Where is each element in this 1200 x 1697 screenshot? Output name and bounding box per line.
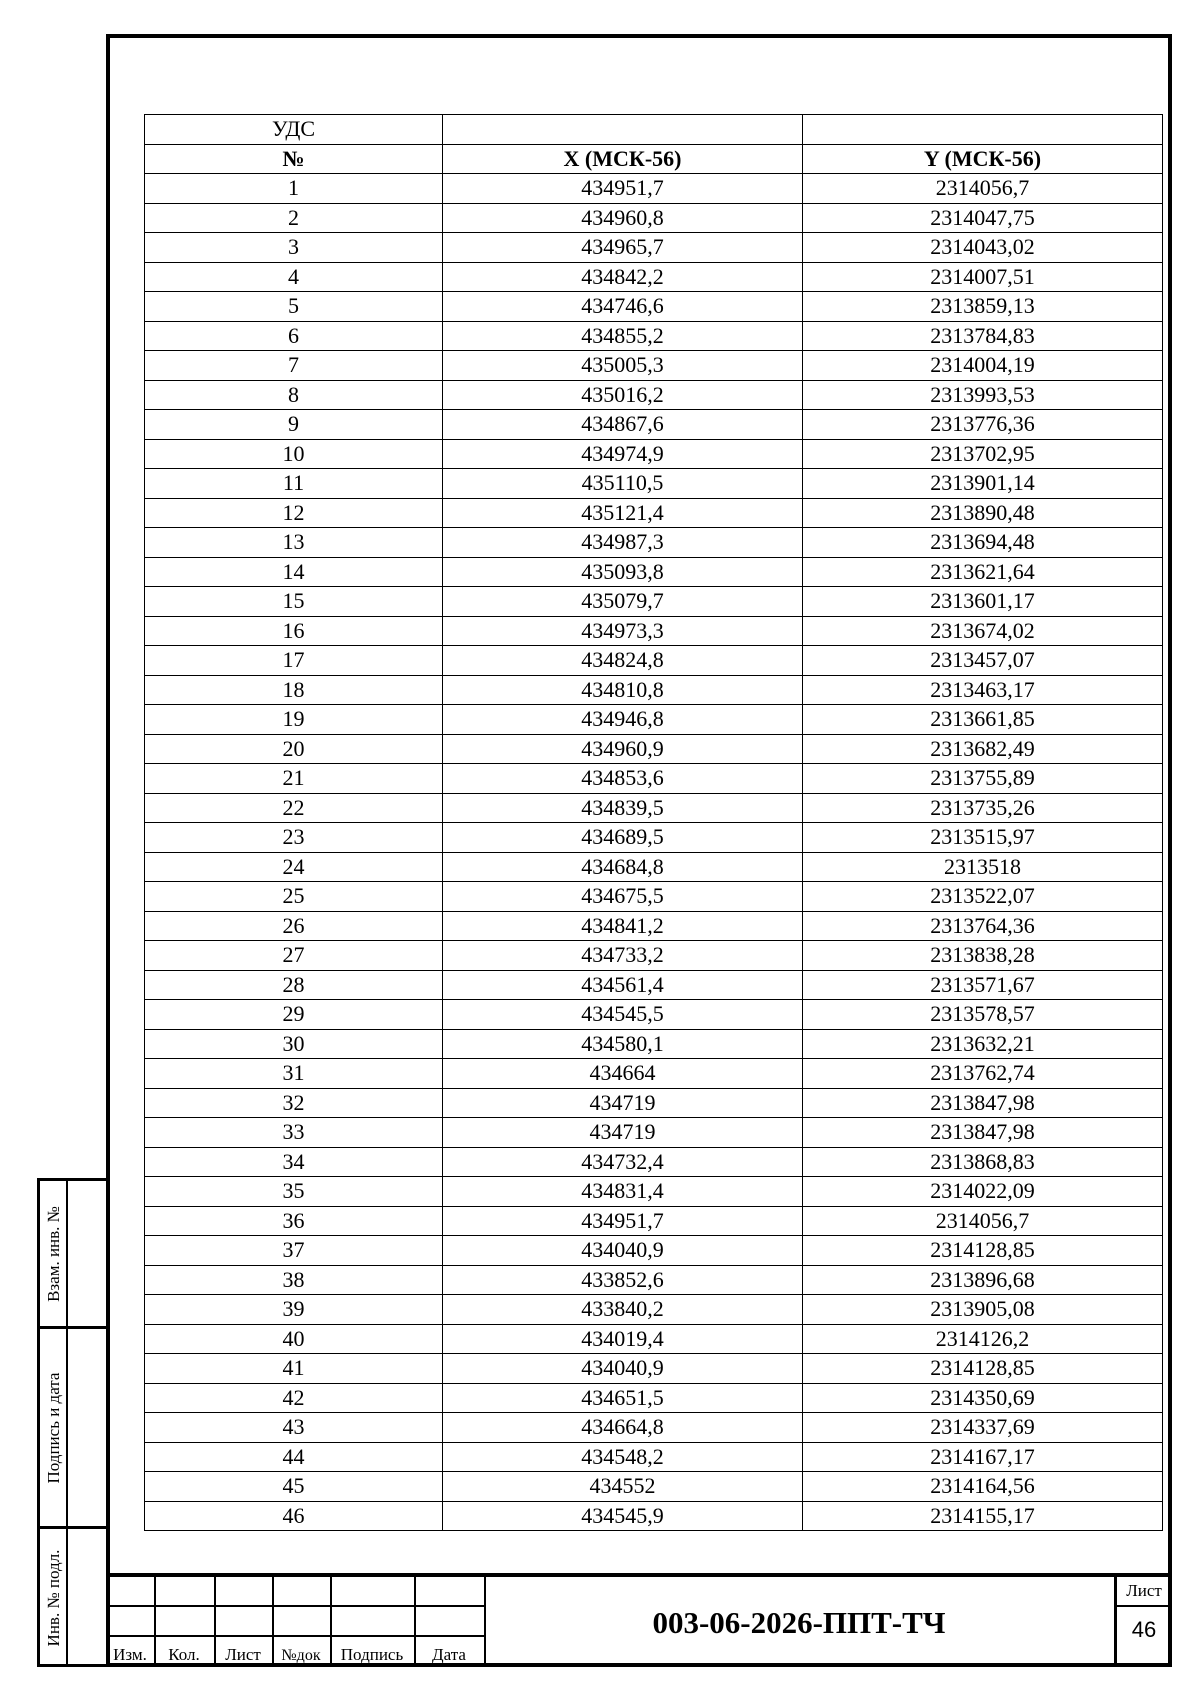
x-coordinate-cell: 434841,2	[443, 911, 803, 941]
point-number-cell: 14	[145, 557, 443, 587]
point-number-cell: 46	[145, 1501, 443, 1531]
table-row	[145, 675, 1163, 705]
x-coordinate-cell: 434853,6	[443, 764, 803, 794]
side-label-replacement-inv: Взам. инв. №	[44, 1205, 63, 1302]
document-code: 003-06-2026-ППТ-ТЧ	[652, 1605, 946, 1640]
x-coordinate-cell: 434580,1	[443, 1029, 803, 1059]
point-number-cell: 45	[145, 1472, 443, 1502]
point-number-cell: 32	[145, 1088, 443, 1118]
table-row	[145, 1000, 1163, 1030]
table-row	[145, 882, 1163, 912]
point-number-cell: 11	[145, 469, 443, 499]
point-number-cell: 24	[145, 852, 443, 882]
table-row	[145, 705, 1163, 735]
x-coordinate-cell: 435110,5	[443, 469, 803, 499]
col-label-change: Изм.	[113, 1645, 147, 1664]
coordinates-table	[144, 114, 1163, 1531]
y-coordinate-cell: 2313764,36	[803, 911, 1163, 941]
y-coordinate-cell: 2313571,67	[803, 970, 1163, 1000]
y-coordinate-cell: 2313632,21	[803, 1029, 1163, 1059]
x-coordinate-cell: 434675,5	[443, 882, 803, 912]
y-coordinate-cell: 2313578,57	[803, 1000, 1163, 1030]
table-row	[145, 380, 1163, 410]
y-coordinate-cell: 2313621,64	[803, 557, 1163, 587]
x-coordinate-cell: 434732,4	[443, 1147, 803, 1177]
y-coordinate-cell: 2313890,48	[803, 498, 1163, 528]
table-row	[145, 203, 1163, 233]
x-coordinate-cell: 434561,4	[443, 970, 803, 1000]
point-number-cell: 30	[145, 1029, 443, 1059]
table-row	[145, 351, 1163, 381]
col-label-signature: Подпись	[340, 1645, 404, 1664]
y-coordinate-cell: 2313735,26	[803, 793, 1163, 823]
table-row	[145, 970, 1163, 1000]
x-coordinate-cell: 434974,9	[443, 439, 803, 469]
y-coordinate-cell: 2314350,69	[803, 1383, 1163, 1413]
point-number-cell: 42	[145, 1383, 443, 1413]
table-row	[145, 1413, 1163, 1443]
point-number-cell: 1	[145, 174, 443, 204]
point-number-cell: 22	[145, 793, 443, 823]
x-coordinate-cell: 435093,8	[443, 557, 803, 587]
table-row	[145, 646, 1163, 676]
table-row	[145, 1206, 1163, 1236]
x-coordinate-cell: 434855,2	[443, 321, 803, 351]
x-coordinate-cell: 434040,9	[443, 1354, 803, 1384]
table-row	[145, 1265, 1163, 1295]
point-number-cell: 13	[145, 528, 443, 558]
x-coordinate-cell: 434545,9	[443, 1501, 803, 1531]
side-cell-signature-date	[40, 1326, 106, 1526]
side-stamp	[37, 1178, 106, 1667]
x-coordinate-cell: 434040,9	[443, 1236, 803, 1266]
col-label-doc-number: №док	[281, 1647, 321, 1664]
table-row	[145, 616, 1163, 646]
point-number-cell: 10	[145, 439, 443, 469]
table-row	[145, 1177, 1163, 1207]
x-coordinate-cell: 434951,7	[443, 1206, 803, 1236]
empty-header-cell	[803, 115, 1163, 145]
table-row	[145, 1472, 1163, 1502]
point-number-cell: 37	[145, 1236, 443, 1266]
y-coordinate-cell: 2314007,51	[803, 262, 1163, 292]
x-coordinate-cell: 434973,3	[443, 616, 803, 646]
y-coordinate-cell: 2313784,83	[803, 321, 1163, 351]
column-header-number: №	[145, 144, 443, 174]
x-coordinate-cell: 433852,6	[443, 1265, 803, 1295]
sheet-number-cell	[1114, 1577, 1171, 1667]
y-coordinate-cell: 2313847,98	[803, 1088, 1163, 1118]
x-coordinate-cell: 435079,7	[443, 587, 803, 617]
y-coordinate-cell: 2313755,89	[803, 764, 1163, 794]
table-row	[145, 1295, 1163, 1325]
y-coordinate-cell: 2314128,85	[803, 1236, 1163, 1266]
x-coordinate-cell: 434746,6	[443, 292, 803, 322]
table-row	[145, 1442, 1163, 1472]
point-number-cell: 29	[145, 1000, 443, 1030]
x-coordinate-cell: 434965,7	[443, 233, 803, 263]
side-cell-replacement-inv	[40, 1181, 106, 1326]
side-label-original-inv: Инв. № подл.	[44, 1549, 63, 1647]
table-row	[145, 498, 1163, 528]
point-number-cell: 21	[145, 764, 443, 794]
x-coordinate-cell: 434987,3	[443, 528, 803, 558]
table-row	[145, 262, 1163, 292]
table-header-row	[145, 144, 1163, 174]
y-coordinate-cell: 2313674,02	[803, 616, 1163, 646]
table-row	[145, 1501, 1163, 1531]
y-coordinate-cell: 2313661,85	[803, 705, 1163, 735]
x-coordinate-cell: 434651,5	[443, 1383, 803, 1413]
point-number-cell: 25	[145, 882, 443, 912]
table-row	[145, 793, 1163, 823]
point-number-cell: 36	[145, 1206, 443, 1236]
x-coordinate-cell: 435016,2	[443, 380, 803, 410]
table-row	[145, 321, 1163, 351]
table-row	[145, 764, 1163, 794]
point-number-cell: 28	[145, 970, 443, 1000]
y-coordinate-cell: 2313776,36	[803, 410, 1163, 440]
x-coordinate-cell: 434960,8	[443, 203, 803, 233]
title-block	[106, 1573, 1172, 1667]
y-coordinate-cell: 2314043,02	[803, 233, 1163, 263]
empty-header-cell	[443, 115, 803, 145]
point-number-cell: 8	[145, 380, 443, 410]
point-number-cell: 18	[145, 675, 443, 705]
x-coordinate-cell: 434689,5	[443, 823, 803, 853]
y-coordinate-cell: 2313457,07	[803, 646, 1163, 676]
x-coordinate-cell: 435005,3	[443, 351, 803, 381]
table-row	[145, 1236, 1163, 1266]
x-coordinate-cell: 434867,6	[443, 410, 803, 440]
table-row	[145, 823, 1163, 853]
point-number-cell: 35	[145, 1177, 443, 1207]
column-header-x: X (МСК-56)	[443, 144, 803, 174]
point-number-cell: 17	[145, 646, 443, 676]
x-coordinate-cell: 434552	[443, 1472, 803, 1502]
point-number-cell: 23	[145, 823, 443, 853]
y-coordinate-cell: 2313859,13	[803, 292, 1163, 322]
y-coordinate-cell: 2314164,56	[803, 1472, 1163, 1502]
col-label-quantity: Кол.	[168, 1645, 200, 1664]
y-coordinate-cell: 2314047,75	[803, 203, 1163, 233]
y-coordinate-cell: 2314004,19	[803, 351, 1163, 381]
table-row	[145, 1059, 1163, 1089]
point-number-cell: 5	[145, 292, 443, 322]
table-row	[145, 410, 1163, 440]
x-coordinate-cell: 434810,8	[443, 675, 803, 705]
point-number-cell: 34	[145, 1147, 443, 1177]
point-number-cell: 41	[145, 1354, 443, 1384]
y-coordinate-cell: 2313682,49	[803, 734, 1163, 764]
table-row	[145, 852, 1163, 882]
side-cell-original-inv	[40, 1526, 106, 1667]
sheet-label: Лист	[1117, 1581, 1171, 1607]
col-label-sheet: Лист	[225, 1645, 261, 1664]
x-coordinate-cell: 434831,4	[443, 1177, 803, 1207]
y-coordinate-cell: 2314337,69	[803, 1413, 1163, 1443]
table-row	[145, 1383, 1163, 1413]
x-coordinate-cell: 434824,8	[443, 646, 803, 676]
point-number-cell: 4	[145, 262, 443, 292]
y-coordinate-cell: 2314167,17	[803, 1442, 1163, 1472]
point-number-cell: 7	[145, 351, 443, 381]
point-number-cell: 20	[145, 734, 443, 764]
table-row	[145, 557, 1163, 587]
x-coordinate-cell: 434951,7	[443, 174, 803, 204]
table-row	[145, 233, 1163, 263]
point-number-cell: 15	[145, 587, 443, 617]
table-row	[145, 439, 1163, 469]
table-row	[145, 1029, 1163, 1059]
table-row	[145, 528, 1163, 558]
x-coordinate-cell: 433840,2	[443, 1295, 803, 1325]
x-coordinate-cell: 434842,2	[443, 262, 803, 292]
table-row	[145, 587, 1163, 617]
y-coordinate-cell: 2313847,98	[803, 1118, 1163, 1148]
y-coordinate-cell: 2313518	[803, 852, 1163, 882]
y-coordinate-cell: 2314155,17	[803, 1501, 1163, 1531]
point-number-cell: 12	[145, 498, 443, 528]
point-number-cell: 43	[145, 1413, 443, 1443]
table-row	[145, 174, 1163, 204]
y-coordinate-cell: 2314128,85	[803, 1354, 1163, 1384]
y-coordinate-cell: 2313993,53	[803, 380, 1163, 410]
table-row	[145, 292, 1163, 322]
point-number-cell: 39	[145, 1295, 443, 1325]
table-row	[145, 941, 1163, 971]
y-coordinate-cell: 2313896,68	[803, 1265, 1163, 1295]
point-number-cell: 26	[145, 911, 443, 941]
x-coordinate-cell: 434719	[443, 1118, 803, 1148]
x-coordinate-cell: 434839,5	[443, 793, 803, 823]
y-coordinate-cell: 2313868,83	[803, 1147, 1163, 1177]
table-row	[145, 1147, 1163, 1177]
x-coordinate-cell: 434664,8	[443, 1413, 803, 1443]
point-number-cell: 27	[145, 941, 443, 971]
group-header-cell: УДС	[145, 115, 443, 145]
point-number-cell: 6	[145, 321, 443, 351]
y-coordinate-cell: 2313762,74	[803, 1059, 1163, 1089]
column-header-y: Y (МСК-56)	[803, 144, 1163, 174]
point-number-cell: 44	[145, 1442, 443, 1472]
point-number-cell: 9	[145, 410, 443, 440]
point-number-cell: 33	[145, 1118, 443, 1148]
y-coordinate-cell: 2314126,2	[803, 1324, 1163, 1354]
point-number-cell: 31	[145, 1059, 443, 1089]
y-coordinate-cell: 2314056,7	[803, 174, 1163, 204]
y-coordinate-cell: 2313463,17	[803, 675, 1163, 705]
table-row	[145, 1354, 1163, 1384]
point-number-cell: 16	[145, 616, 443, 646]
point-number-cell: 3	[145, 233, 443, 263]
x-coordinate-cell: 434019,4	[443, 1324, 803, 1354]
x-coordinate-cell: 434545,5	[443, 1000, 803, 1030]
x-coordinate-cell: 434946,8	[443, 705, 803, 735]
table-row	[145, 1088, 1163, 1118]
table-row	[145, 1118, 1163, 1148]
y-coordinate-cell: 2313838,28	[803, 941, 1163, 971]
x-coordinate-cell: 435121,4	[443, 498, 803, 528]
y-coordinate-cell: 2313694,48	[803, 528, 1163, 558]
table-group-header-row	[145, 115, 1163, 145]
table-row	[145, 469, 1163, 499]
x-coordinate-cell: 434548,2	[443, 1442, 803, 1472]
x-coordinate-cell: 434733,2	[443, 941, 803, 971]
sheet-number: 46	[1131, 1617, 1157, 1642]
y-coordinate-cell: 2314022,09	[803, 1177, 1163, 1207]
x-coordinate-cell: 434664	[443, 1059, 803, 1089]
y-coordinate-cell: 2313522,07	[803, 882, 1163, 912]
y-coordinate-cell: 2313515,97	[803, 823, 1163, 853]
y-coordinate-cell: 2313901,14	[803, 469, 1163, 499]
x-coordinate-cell: 434960,9	[443, 734, 803, 764]
point-number-cell: 2	[145, 203, 443, 233]
y-coordinate-cell: 2314056,7	[803, 1206, 1163, 1236]
point-number-cell: 38	[145, 1265, 443, 1295]
table-row	[145, 1324, 1163, 1354]
y-coordinate-cell: 2313905,08	[803, 1295, 1163, 1325]
side-label-signature-date: Подпись и дата	[44, 1372, 63, 1483]
y-coordinate-cell: 2313702,95	[803, 439, 1163, 469]
col-label-date: Дата	[432, 1645, 466, 1664]
point-number-cell: 40	[145, 1324, 443, 1354]
table-row	[145, 734, 1163, 764]
x-coordinate-cell: 434719	[443, 1088, 803, 1118]
table-row	[145, 911, 1163, 941]
y-coordinate-cell: 2313601,17	[803, 587, 1163, 617]
x-coordinate-cell: 434684,8	[443, 852, 803, 882]
point-number-cell: 19	[145, 705, 443, 735]
